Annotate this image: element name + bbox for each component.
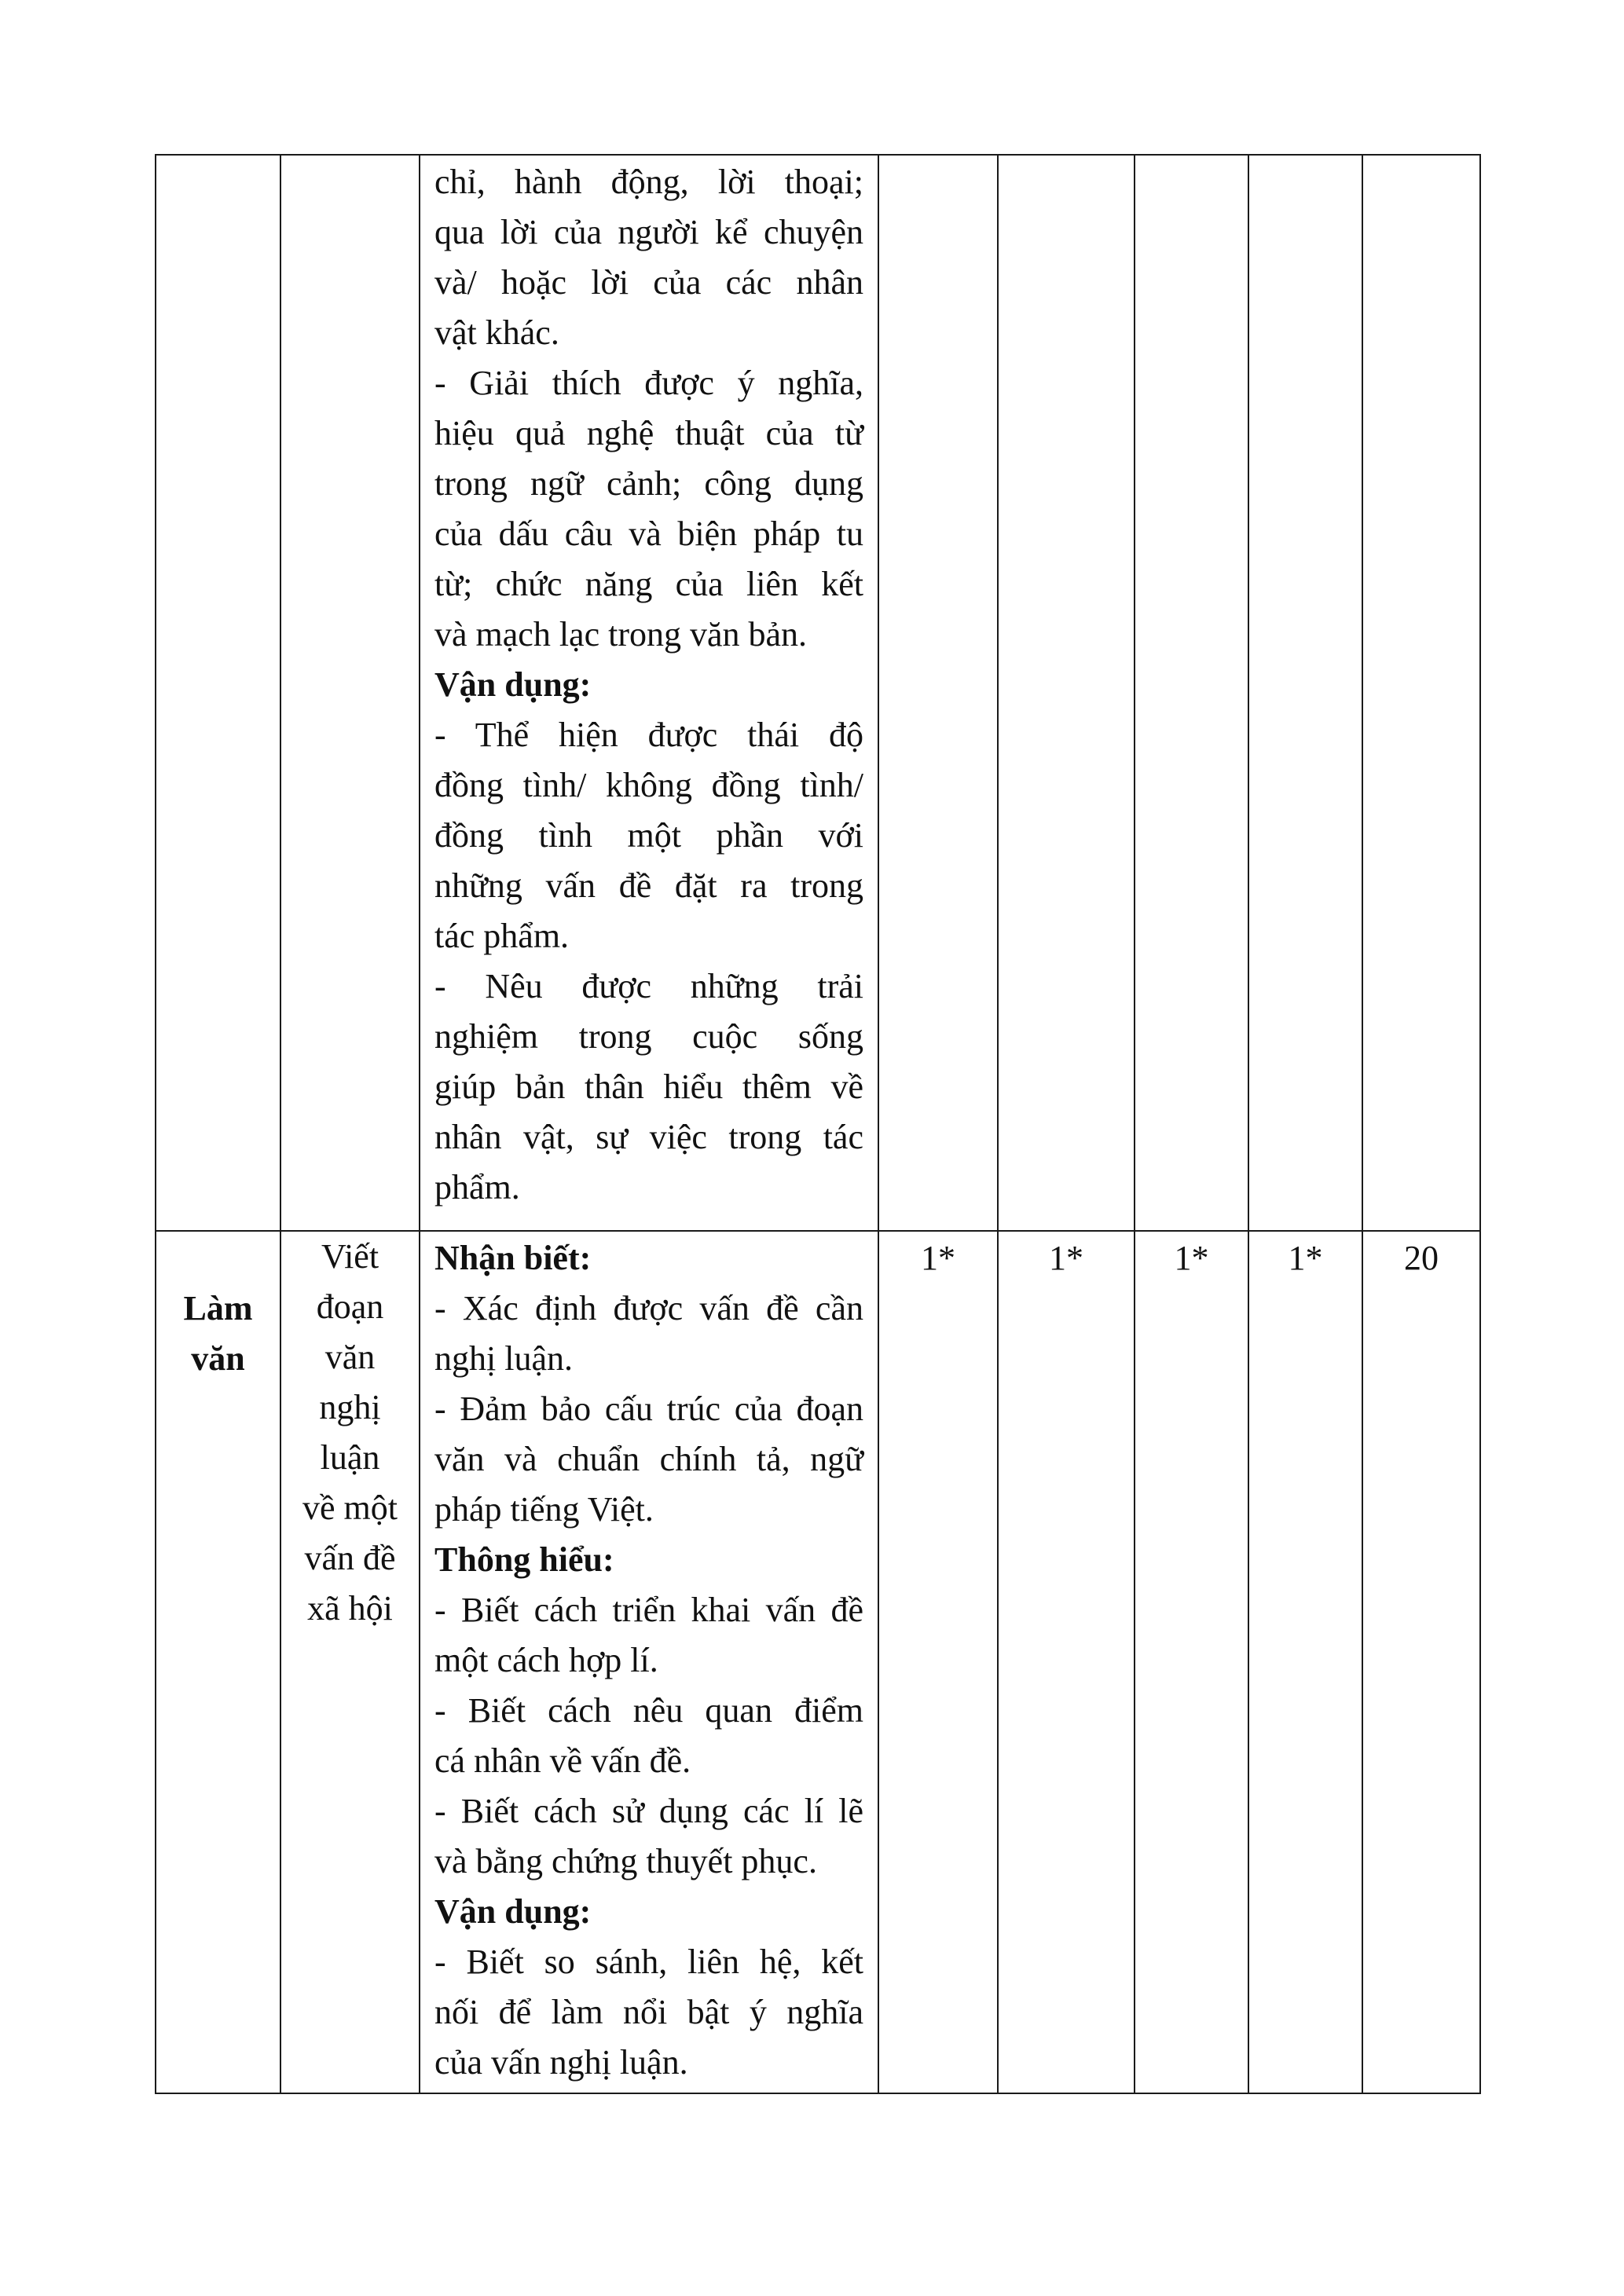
criteria-line: và/ hoặc lời của các nhân [434,263,863,302]
criteria-line: chỉ, hành động, lời thoại; [434,163,863,201]
count-cell-comprehension [998,155,1135,1231]
criteria-line: - Biết cách nêu quan điểm [434,1691,863,1730]
criteria-text [420,1232,878,2093]
count-cell-application [1135,155,1248,1231]
criteria-line: - Xác định được vấn đề cần [434,1289,863,1327]
criteria-line: nghiệm trong cuộc sống [434,1017,863,1056]
criteria-heading: Thông hiểu: [434,1540,614,1579]
criteria-line: nối để làm nổi bật ý nghĩa [434,1993,863,2031]
criteria-line: của vấn nghị luận. [434,2043,688,2082]
criteria-line: và mạch lạc trong văn bản. [434,615,808,654]
criteria-heading: Vận dụng: [434,665,592,704]
criteria-heading: Vận dụng: [434,1892,592,1931]
subtopic-label: Viết đoạn văn nghị luận về một vấn đề xã hội [302,1237,398,1628]
topic-cell [156,1231,280,2093]
count-cell-advanced-application: 1* [1248,1231,1362,2093]
criteria-line: tác phẩm. [434,917,570,955]
criteria-line: vật khác. [434,313,559,352]
criteria-line: nhân vật, sự việc trong tác [434,1118,863,1156]
criteria-cell [420,1231,878,2093]
count-cell-recognition: 1* [878,1231,998,2093]
criteria-line: đồng tình/ không đồng tình/ [434,766,863,804]
criteria-line: những vấn đề đặt ra trong [434,866,863,905]
criteria-line: cá nhân về vấn đề. [434,1741,691,1780]
topic-cell [156,155,280,1231]
topic-label: Làm văn [183,1289,253,1378]
count-cell-advanced-application [1248,155,1362,1231]
criteria-line: của dấu câu và biện pháp tu [434,514,863,553]
criteria-line: một cách hợp lí. [434,1641,658,1679]
specification-table [155,154,1481,2094]
criteria-line: trong ngữ cảnh; công dụng [434,464,863,503]
criteria-heading: Nhận biết: [434,1239,592,1277]
criteria-line: từ; chức năng của liên kết [434,565,863,603]
criteria-line: - Giải thích được ý nghĩa, [434,364,863,402]
criteria-line: - Nêu được những trải [434,967,863,1005]
subtopic-cell [280,1231,420,2093]
count-cell-application: 1* [1135,1231,1248,2093]
criteria-line: đồng tình một phần với [434,816,863,855]
count-cell-recognition [878,155,998,1231]
criteria-text [420,156,878,1218]
criteria-line: văn và chuẩn chính tả, ngữ [434,1440,863,1478]
criteria-line: và bằng chứng thuyết phục. [434,1842,817,1880]
table-row [156,155,1480,1231]
criteria-line: giúp bản thân hiểu thêm về [434,1067,863,1106]
subtopic-cell [280,155,420,1231]
criteria-line: pháp tiếng Việt. [434,1490,654,1529]
table-row [156,1231,1480,2093]
count-cell-comprehension: 1* [998,1231,1135,2093]
criteria-line: hiệu quả nghệ thuật của từ [434,414,863,452]
criteria-line: - Biết cách triển khai vấn đề [434,1591,863,1629]
criteria-line: - Biết so sánh, liên hệ, kết [434,1943,863,1981]
criteria-line: qua lời của người kể chuyện [434,213,863,251]
score-cell: 20 [1362,1231,1480,2093]
criteria-line: nghị luận. [434,1339,573,1378]
criteria-line: - Đảm bảo cấu trúc của đoạn [434,1390,863,1428]
criteria-line: phẩm. [434,1168,520,1207]
criteria-line: - Biết cách sử dụng các lí lẽ [434,1792,863,1830]
score-cell [1362,155,1480,1231]
criteria-cell [420,155,878,1231]
criteria-line: - Thể hiện được thái độ [434,716,863,754]
